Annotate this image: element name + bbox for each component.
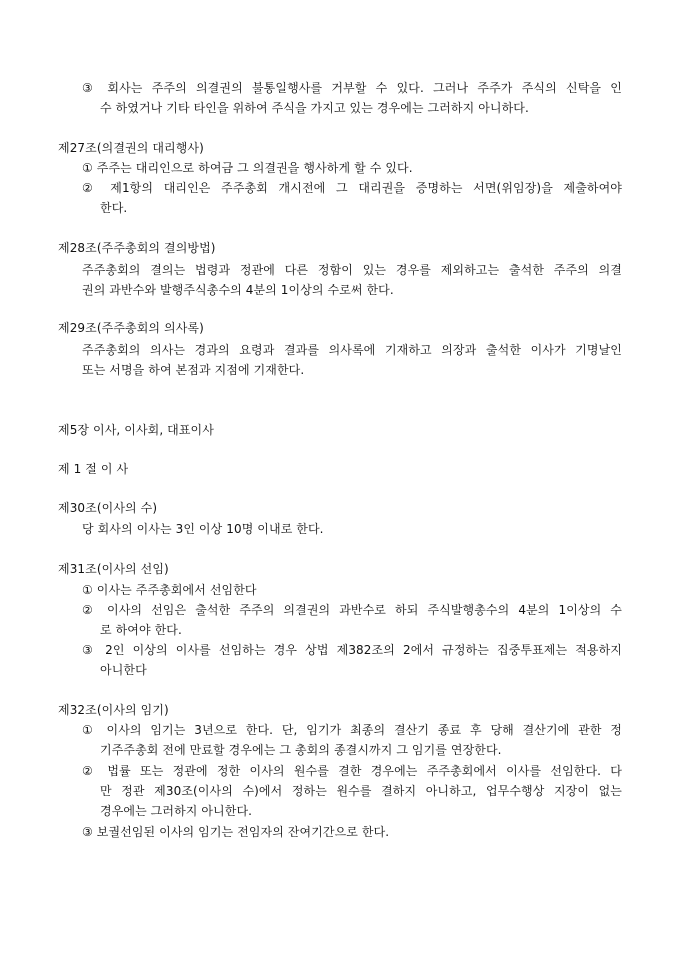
art31-item3-line2: 아니한다 <box>100 663 147 677</box>
art28-body-line2: 권의 과반수와 발행주식총수의 4분의 1이상의 수로써 한다. <box>82 283 394 297</box>
art32-item3: ③ 보궐선임된 이사의 임기는 전임자의 잔여기간으로 한다. <box>82 825 390 839</box>
art32-heading: 제32조(이사의 임기) <box>58 703 169 717</box>
art31-item3-line1: ③ 2인 이상의 이사를 선임하는 경우 상법 제382조의 2에서 규정하는 집중투표제는 적용하지 <box>82 643 622 657</box>
art27-heading: 제27조(의결권의 대리행사) <box>58 141 204 155</box>
art31-heading: 제31조(이사의 선임) <box>58 562 169 576</box>
art29-heading: 제29조(주주총회의 의사록) <box>58 321 204 335</box>
art32-item1-line1: ① 이사의 임기는 3년으로 한다. 단, 임기가 최종의 결산기 종료 후 당해 결산기에 관한 정 <box>82 723 622 737</box>
art30-heading: 제30조(이사의 수) <box>58 501 158 515</box>
art27-item2-line2: 한다. <box>100 201 128 215</box>
art32-item2-line2: 만 정관 제30조(이사의 수)에서 정하는 원수를 결하지 아니하고, 업무수행상 지장이 없는 <box>100 784 622 798</box>
art31-item2-line2: 로 하여야 한다. <box>100 623 182 637</box>
art28-body-line1: 주주총회의 결의는 법령과 정관에 다른 정함이 있는 경우를 제외하고는 출석한 주주의 의결 <box>82 263 622 277</box>
art26-item3-line2: 수 하였거나 기타 타인을 위하여 주식을 가지고 있는 경우에는 그러하지 아니하다. <box>100 101 529 115</box>
art31-item1: ① 이사는 주주총회에서 선임한다 <box>82 583 257 597</box>
art31-item2-line1: ② 이사의 선임은 출석한 주주의 의결권의 과반수로 하되 주식발행총수의 4분의 1이상의 수 <box>82 603 622 617</box>
art30-body: 당 회사의 이사는 3인 이상 10명 이내로 한다. <box>82 522 324 536</box>
chapter5-title: 제5장 이사, 이사회, 대표이사 <box>58 423 214 437</box>
art32-item2-line3: 경우에는 그러하지 아니한다. <box>100 804 253 818</box>
art27-item1: ① 주주는 대리인으로 하여금 그 의결권을 행사하게 할 수 있다. <box>82 161 413 175</box>
art29-body-line2: 또는 서명을 하여 본점과 지점에 기재한다. <box>82 363 305 377</box>
section1-title: 제 1 절 이 사 <box>58 462 129 476</box>
art27-item2-line1: ② 제1항의 대리인은 주주총회 개시전에 그 대리권을 증명하는 서면(위임장)을 제출하여야 <box>82 181 622 195</box>
art32-item2-line1: ② 법률 또는 정관에 정한 이사의 원수를 결한 경우에는 주주총회에서 이사를 선임한다. 다 <box>82 764 622 778</box>
art26-item3-line1: ③ 회사는 주주의 의결권의 불통일행사를 거부할 수 있다. 그러나 주주가 주식의 신탁을 인 <box>82 81 622 95</box>
art29-body-line1: 주주총회의 의사는 경과의 요령과 결과를 의사록에 기재하고 의장과 출석한 이사가 기명날인 <box>82 343 622 357</box>
art28-heading: 제28조(주주총회의 결의방법) <box>58 241 216 255</box>
art32-item1-line2: 기주주총회 전에 만료할 경우에는 그 총회의 종결시까지 그 임기를 연장한다. <box>100 743 502 757</box>
